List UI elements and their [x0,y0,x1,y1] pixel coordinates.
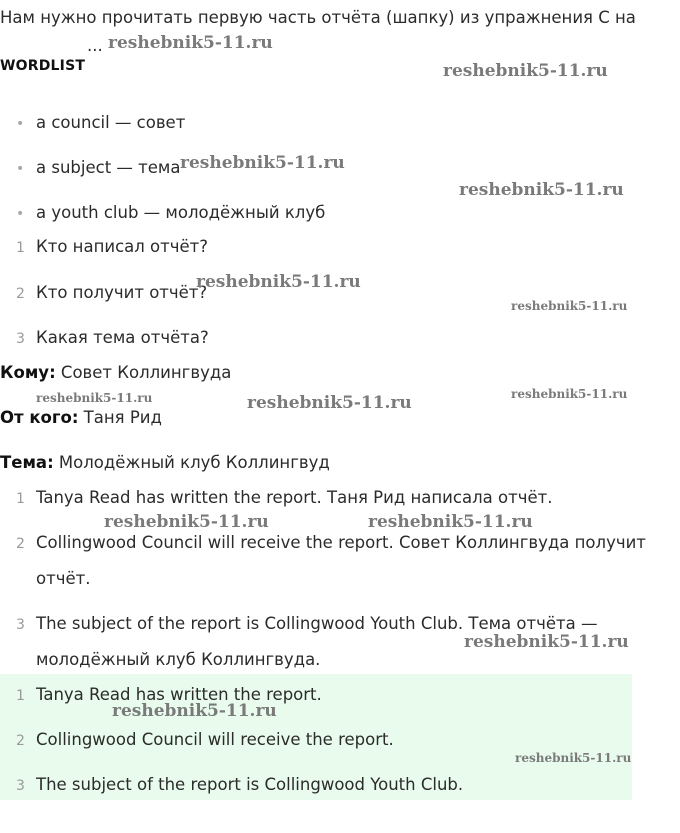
watermark: reshebnik5-11.ru [464,632,629,652]
bullet-icon: • [16,206,25,222]
report-from-label: От кого: [0,408,79,427]
wordlist-item-text: a subject — тема [36,158,181,177]
list-number: 2 [16,536,25,552]
watermark: reshebnik5-11.ru [104,512,269,532]
watermark: reshebnik5-11.ru [515,751,632,765]
answer-text: Tanya Read has written the report. [36,685,322,704]
watermark: reshebnik5-11.ru [112,701,277,721]
watermark: reshebnik5-11.ru [196,272,361,292]
translation-line: Tanya Read has written the report. Таня Рид написала отчёт. [36,488,553,507]
watermark: reshebnik5-11.ru [180,153,345,173]
watermark: reshebnik5-11.ru [108,33,273,53]
intro-ellipsis: ... [87,36,103,55]
question-item [16,237,209,256]
question-text: Кто написал отчёт? [36,237,209,256]
wordlist-item-text: a youth club — молодёжный клуб [36,203,326,222]
list-number: 3 [16,617,25,633]
answer-text: The subject of the report is Collingwood Youth Club. [36,775,464,794]
report-to-value: Совет Коллингвуда [55,363,232,382]
report-to [0,363,231,382]
translation-item [16,488,553,507]
list-number: 3 [16,331,25,347]
translation-line: Collingwood Council will receive the report. Совет Коллингвуда получит [36,533,646,552]
watermark: reshebnik5-11.ru [443,61,608,81]
watermark: reshebnik5-11.ru [511,299,628,313]
answer-text: Collingwood Council will receive the report. [36,730,394,749]
wordlist-item [16,113,186,132]
bullet-icon: • [16,116,25,132]
answer-item [16,730,394,749]
report-subject-value: Молодёжный клуб Коллингвуд [53,453,330,472]
report-subject [0,453,330,472]
list-number: 2 [16,286,25,302]
intro-text: Нам нужно прочитать первую часть отчёта (шапку) из упражнения С на [0,8,636,27]
report-subject-label: Тема: [0,453,54,472]
list-number: 2 [16,733,25,749]
report-from-value: Таня Рид [78,408,162,427]
watermark: reshebnik5-11.ru [511,387,628,401]
question-text: Какая тема отчёта? [36,328,209,347]
list-number: 3 [16,778,25,794]
bullet-icon: • [16,161,25,177]
watermark: reshebnik5-11.ru [459,180,624,200]
wordlist-item-text: a council — совет [36,113,186,132]
list-number: 1 [16,240,25,256]
watermark: reshebnik5-11.ru [247,393,412,413]
list-number: 1 [16,688,25,704]
watermark: reshebnik5-11.ru [368,512,533,532]
wordlist-item [16,203,326,222]
list-number: 1 [16,491,25,507]
question-item [16,283,208,302]
report-to-label: Кому: [0,363,56,382]
translation-line: The subject of the report is Collingwood Youth Club. Тема отчёта — [36,614,598,633]
translation-line: молодёжный клуб Коллингвуда. [36,650,321,669]
watermark: reshebnik5-11.ru [36,391,153,405]
wordlist-heading: WORDLIST [0,58,86,74]
report-from [0,408,162,427]
answer-item [16,775,464,794]
translation-line: отчёт. [36,569,91,588]
question-item [16,328,209,347]
wordlist-item [16,158,181,177]
answer-item [16,685,322,704]
translation-item [16,533,646,588]
question-text: Кто получит отчёт? [36,283,208,302]
